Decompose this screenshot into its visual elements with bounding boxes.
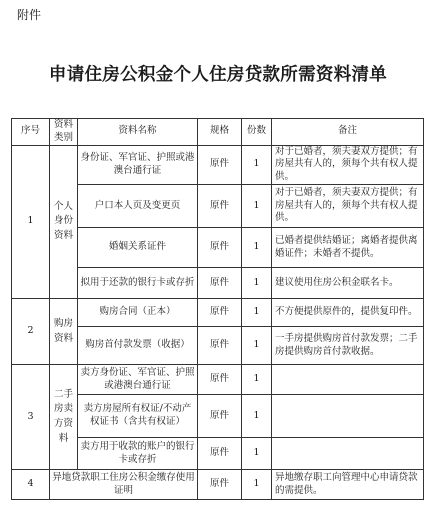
material-name: 购房首付款发票（收据） [78, 327, 198, 365]
document-title: 申请住房公积金个人住房贷款所需资料清单 [48, 65, 388, 85]
material-name: 拟用于还款的银行卡或存折 [78, 268, 198, 299]
material-name: 异地贷款职工住房公积金缴存使用证明 [50, 470, 198, 500]
material-count: 1 [242, 145, 272, 184]
material-count: 1 [242, 228, 272, 268]
material-name: 卖方房屋所有权证/不动产权证书（含共有权证） [78, 395, 198, 438]
material-name: 户口本人页及变更页 [78, 185, 198, 228]
material-count: 1 [242, 268, 272, 299]
table-row [12, 299, 424, 327]
material-name: 购房合同（正本） [78, 299, 198, 327]
material-note: 不方便提供原件的，提供复印件。 [272, 299, 424, 327]
material-name: 卖方用于收款的账户的银行卡或存折 [78, 438, 198, 470]
group-category: 个人身份资料 [50, 145, 78, 298]
material-spec: 原件 [198, 268, 242, 299]
material-note: 建议使用住房公积金联名卡。 [272, 268, 424, 299]
group-seq: 1 [12, 145, 50, 298]
material-name: 身份证、军官证、护照或港澳台通行证 [78, 145, 198, 184]
materials-table [11, 118, 424, 500]
material-count: 1 [242, 438, 272, 470]
material-count: 1 [242, 185, 272, 228]
header-name: 资料名称 [78, 119, 198, 146]
table-header-row [12, 119, 424, 146]
table-row [12, 145, 424, 184]
material-note: 对于已婚者，须夫妻双方提供；有房屋共有人的，须每个共有权人提供。 [272, 185, 424, 228]
material-count: 1 [242, 365, 272, 395]
material-name: 卖方身份证、军官证、护照或港澳台通行证 [78, 365, 198, 395]
group-category: 购房资料 [50, 299, 78, 365]
header-spec: 规格 [198, 119, 242, 146]
material-count: 1 [242, 299, 272, 327]
material-spec: 原件 [198, 228, 242, 268]
material-spec: 原件 [198, 470, 242, 500]
header-seq: 序号 [12, 119, 50, 146]
material-note [272, 438, 424, 470]
attachment-label: 附件 [17, 8, 42, 22]
material-note [272, 395, 424, 438]
material-spec: 原件 [198, 327, 242, 365]
material-count: 1 [242, 327, 272, 365]
group-seq: 2 [12, 299, 50, 365]
group-seq: 3 [12, 365, 50, 470]
material-spec: 原件 [198, 438, 242, 470]
material-note: 一手房提供购房首付款发票；二手房提供购房首付款收据。 [272, 327, 424, 365]
header-note: 备注 [272, 119, 424, 146]
header-category: 资料类别 [50, 119, 78, 146]
material-count: 1 [242, 395, 272, 438]
material-note [272, 365, 424, 395]
group-seq: 4 [12, 470, 50, 500]
header-count: 份数 [242, 119, 272, 146]
material-spec: 原件 [198, 299, 242, 327]
material-note: 已婚者提供结婚证；离婚者提供离婚证件；未婚者不提供。 [272, 228, 424, 268]
table-row [12, 470, 424, 500]
group-category: 二手房卖方资料 [50, 365, 78, 470]
material-name: 婚姻关系证件 [78, 228, 198, 268]
material-spec: 原件 [198, 145, 242, 184]
material-count: 1 [242, 470, 272, 500]
material-note: 对于已婚者，须夫妻双方提供；有房屋共有人的，须每个共有权人提供。 [272, 145, 424, 184]
material-note: 异地缴存职工向管理中心申请贷款的需提供。 [272, 470, 424, 500]
material-spec: 原件 [198, 395, 242, 438]
table-row [12, 365, 424, 395]
material-spec: 原件 [198, 365, 242, 395]
material-spec: 原件 [198, 185, 242, 228]
